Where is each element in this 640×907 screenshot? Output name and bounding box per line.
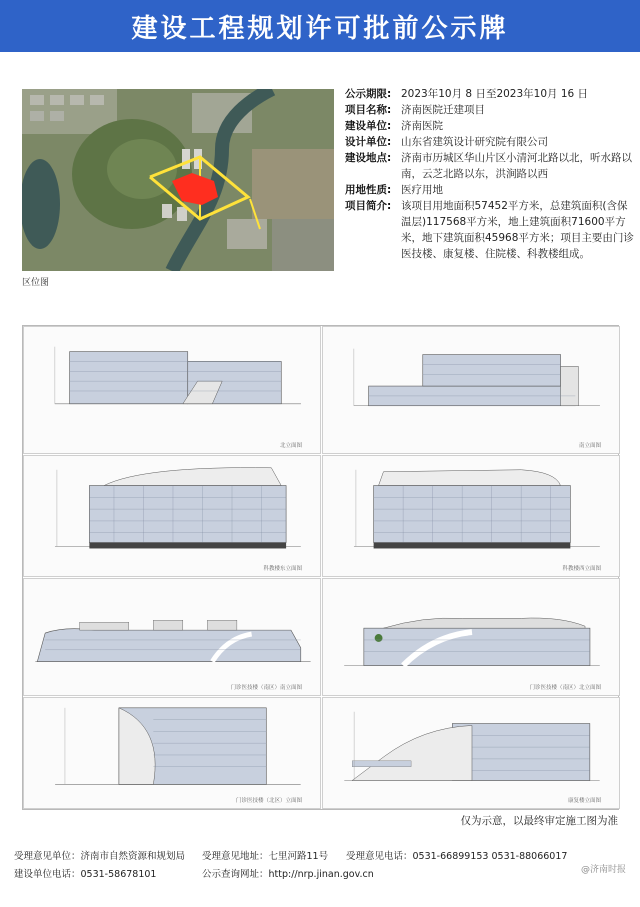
info-value: 山东省建筑设计研究院有限公司: [401, 136, 548, 148]
info-label: 建设地点:: [345, 152, 392, 164]
elevation-caption: 北立面图: [279, 443, 302, 449]
elevation-drawing: [23, 578, 321, 696]
footer-contacts: [14, 848, 626, 884]
footer-row-1: [14, 848, 626, 866]
info-value: 济南市历城区华山片区小清河北路以北，听水路以南，云芝北路以东，洪涧路以西: [401, 152, 632, 180]
info-label: 设计单位:: [345, 136, 392, 148]
opinion-unit: 受理意见单位：济南市自然资源和规划局: [14, 851, 186, 862]
info-row-location: [345, 150, 635, 182]
builder-phone: 建设单位电话：0531-58678101: [14, 869, 157, 880]
info-row-period: [345, 86, 635, 102]
project-info: [345, 86, 635, 262]
elevation-research-east-svg: [24, 456, 320, 576]
elevation-caption: 康复楼立面图: [567, 798, 601, 804]
info-row-summary: [345, 198, 635, 262]
footer-row-2: [14, 866, 626, 884]
elevation-rehab-svg: [323, 698, 619, 808]
info-row-designer: [345, 134, 635, 150]
elevation-caption: 门诊医技楼（北区）立面图: [235, 798, 302, 804]
site-map-caption: 区位图: [22, 278, 50, 288]
elevation-drawing: [322, 697, 620, 809]
info-label: 公示期限:: [345, 88, 392, 100]
elevation-outpatient-north-svg: [323, 579, 619, 695]
elevation-drawing: [322, 578, 620, 696]
info-row-project-name: [345, 102, 635, 118]
query-website[interactable]: 公示查询网址：http://nrp.jinan.gov.cn: [202, 869, 374, 880]
elevation-drawing: [23, 326, 321, 454]
info-value: 医疗用地: [401, 184, 443, 196]
elevation-caption: 科教楼西立面图: [562, 566, 601, 572]
info-label: 建设单位:: [345, 120, 392, 132]
info-row-builder: [345, 118, 635, 134]
elevation-caption: 科教楼东立面图: [263, 566, 302, 572]
satellite-image: [22, 89, 334, 271]
info-row-land-use: [345, 182, 635, 198]
opinion-address: 受理意见地址：七里河路11号: [202, 851, 329, 862]
elevation-drawing: [322, 455, 620, 577]
elevation-drawings: [22, 325, 619, 810]
elevation-caption: 南立面图: [578, 443, 601, 449]
elevation-south-svg: [323, 327, 619, 453]
elevation-drawing: [23, 455, 321, 577]
info-value: 该项目用地面积57452平方米，总建筑面积(含保温层)117568平方米，地上建筑面积71600平方米，地下建筑面积45968平方米；项目主要由门诊医技楼、康复楼、住院楼、科教楼组成。: [401, 200, 634, 260]
elevation-caption: 门诊医技楼（南区）南立面图: [230, 685, 302, 691]
info-value: 2023年10月 8 日至2023年10月 16 日: [401, 88, 589, 100]
disclaimer-note: 仅为示意，以最终审定施工图为准: [460, 815, 618, 827]
elevation-caption: 门诊医技楼（南区）北立面图: [529, 685, 601, 691]
info-label: 项目名称:: [345, 104, 392, 116]
elevation-drawing: [322, 326, 620, 454]
elevation-north-svg: [24, 327, 320, 453]
opinion-phone: 受理意见电话：0531-66899153 0531-88066017: [346, 851, 568, 862]
title-banner: [0, 0, 640, 52]
page-title: 建设工程规划许可批前公示牌: [131, 13, 509, 44]
elevation-drawing: [23, 697, 321, 809]
elevation-outpatient-north-zone-svg: [24, 698, 320, 808]
source-watermark: @济南时报: [580, 865, 626, 875]
info-value: 济南医院: [401, 120, 443, 132]
elevation-research-west-svg: [323, 456, 619, 576]
elevation-outpatient-south-svg: [24, 579, 320, 695]
info-label: 用地性质:: [345, 184, 392, 196]
info-label: 项目简介:: [345, 200, 392, 212]
site-location-map: [22, 89, 334, 271]
info-value: 济南医院迁建项目: [401, 104, 485, 116]
